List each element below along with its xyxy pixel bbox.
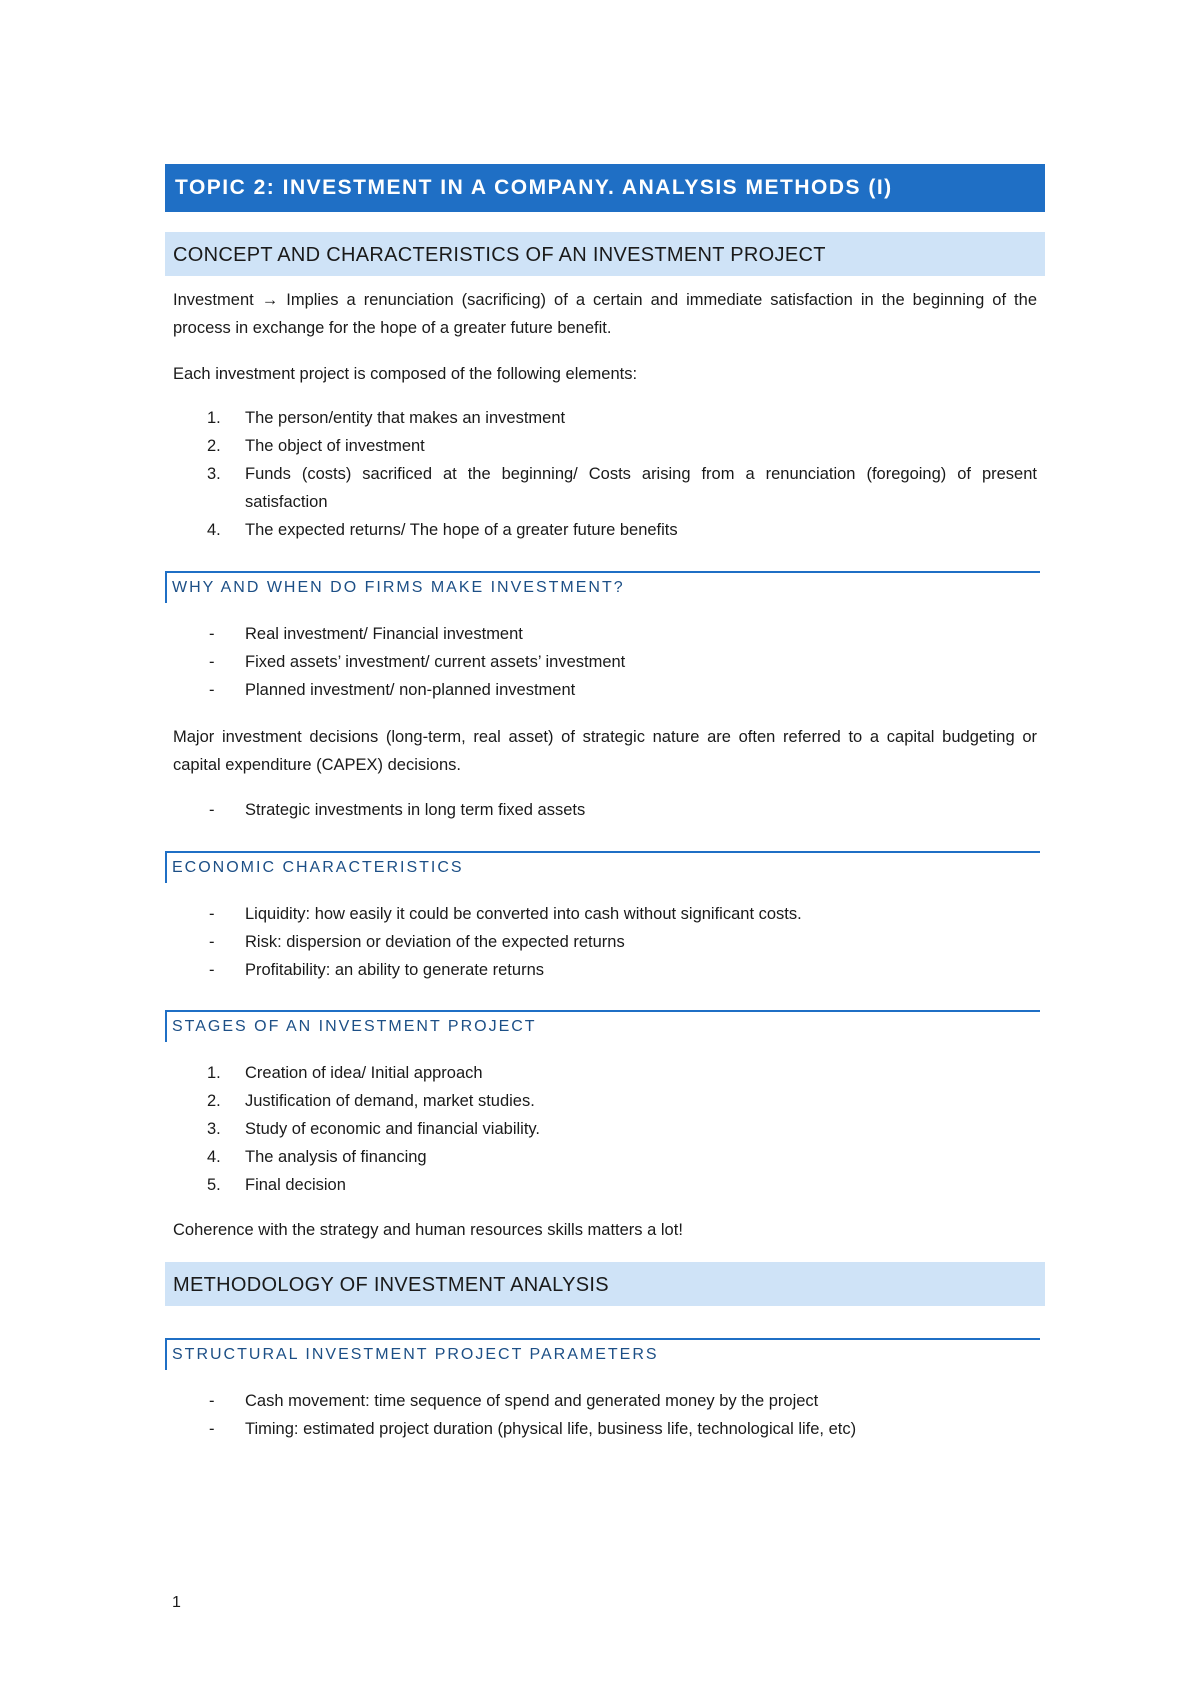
list-number: 5. [207,1176,221,1194]
list-item-text: Timing: estimated project duration (physical life, business life, technological life, etc) [245,1420,857,1438]
capex-paragraph: Major investment decisions (long-term, real asset) of strategic nature are often referred to a capital budgeting or capital expenditure (CAPEX) decisions. [173,728,1037,774]
list-item-text: The expected returns/ The hope of a greater future benefits [245,521,678,539]
economic-list [165,900,1045,984]
list-number: 2. [207,1092,221,1110]
list-item [165,1059,1045,1087]
list-item-text: Funds (costs) sacrificed at the beginning/ Costs arising from a renunciation (foregoing) of present satisfaction [245,465,1037,511]
list-item-text: Risk: dispersion or deviation of the expected returns [245,933,625,951]
list-item-text: Real investment/ Financial investment [245,625,523,643]
list-item-text: Justification of demand, market studies. [245,1092,535,1110]
section-heading-concept: CONCEPT AND CHARACTERISTICS OF AN INVESTMENT PROJECT [165,232,1045,276]
list-item-text: The person/entity that makes an investment [245,409,566,427]
subheading-why-when: WHY AND WHEN DO FIRMS MAKE INVESTMENT? [165,571,1040,603]
page-content [165,164,1045,1443]
list-item [165,648,1045,676]
topic-title: TOPIC 2: INVESTMENT IN A COMPANY. ANALYSIS METHODS (I) [165,164,1045,212]
list-item [165,1087,1045,1115]
list-item-text: Final decision [245,1176,346,1194]
list-number: 4. [207,1148,221,1166]
list-item-text: Creation of idea/ Initial approach [245,1064,483,1082]
stages-list [165,1059,1045,1199]
list-number: 3. [207,1120,221,1138]
elements-list [165,404,1045,544]
list-item-text: Planned investment/ non-planned investment [245,681,576,699]
list-item [165,676,1045,704]
coherence-note: Coherence with the strategy and human resources skills matters a lot! [173,1221,683,1239]
list-item [165,1171,1045,1199]
dash-marker: - [209,653,215,671]
list-number: 4. [207,521,221,539]
dash-marker: - [209,933,215,951]
list-item [165,620,1045,648]
list-number: 2. [207,437,221,455]
list-item [165,1143,1045,1171]
list-number: 1. [207,1064,221,1082]
list-item [165,796,1045,824]
investment-types-list [165,620,1045,704]
list-item [165,1115,1045,1143]
investment-definition: Investment → Implies a renunciation (sacrificing) of a certain and immediate satisfaction in the beginning of the process in exchange for the hope of a greater future benefit. [173,291,1037,337]
list-item [165,900,1045,928]
list-item-text: Liquidity: how easily it could be converted into cash without significant costs. [245,905,802,923]
list-number: 3. [207,465,221,483]
list-item-text: The analysis of financing [245,1148,427,1166]
list-item [165,956,1045,984]
dash-marker: - [209,961,215,979]
structural-list [165,1387,1045,1443]
list-item-text: Profitability: an ability to generate returns [245,961,544,979]
page-number: 1 [172,1594,181,1611]
dash-marker: - [209,625,215,643]
list-item [165,432,1045,460]
dash-marker: - [209,801,215,819]
dash-marker: - [209,1392,215,1410]
list-item [165,516,1045,544]
subheading-structural: STRUCTURAL INVESTMENT PROJECT PARAMETERS [165,1338,1040,1370]
strategic-list [165,796,1045,824]
subheading-stages: STAGES OF AN INVESTMENT PROJECT [165,1010,1040,1042]
list-item-text: The object of investment [245,437,425,455]
elements-intro: Each investment project is composed of the following elements: [173,365,638,383]
list-item [165,404,1045,432]
list-item-text: Cash movement: time sequence of spend and generated money by the project [245,1392,819,1410]
list-item [165,928,1045,956]
dash-marker: - [209,905,215,923]
list-item [165,1387,1045,1415]
list-item [165,460,1045,516]
list-item-text: Fixed assets’ investment/ current assets’ investment [245,653,626,671]
list-item-text: Strategic investments in long term fixed assets [245,801,586,819]
dash-marker: - [209,681,215,699]
dash-marker: - [209,1420,215,1438]
list-item [165,1415,1045,1443]
subheading-economic: ECONOMIC CHARACTERISTICS [165,851,1040,883]
list-item-text: Study of economic and financial viability. [245,1120,541,1138]
list-number: 1. [207,409,221,427]
section-heading-methodology: METHODOLOGY OF INVESTMENT ANALYSIS [165,1262,1045,1306]
